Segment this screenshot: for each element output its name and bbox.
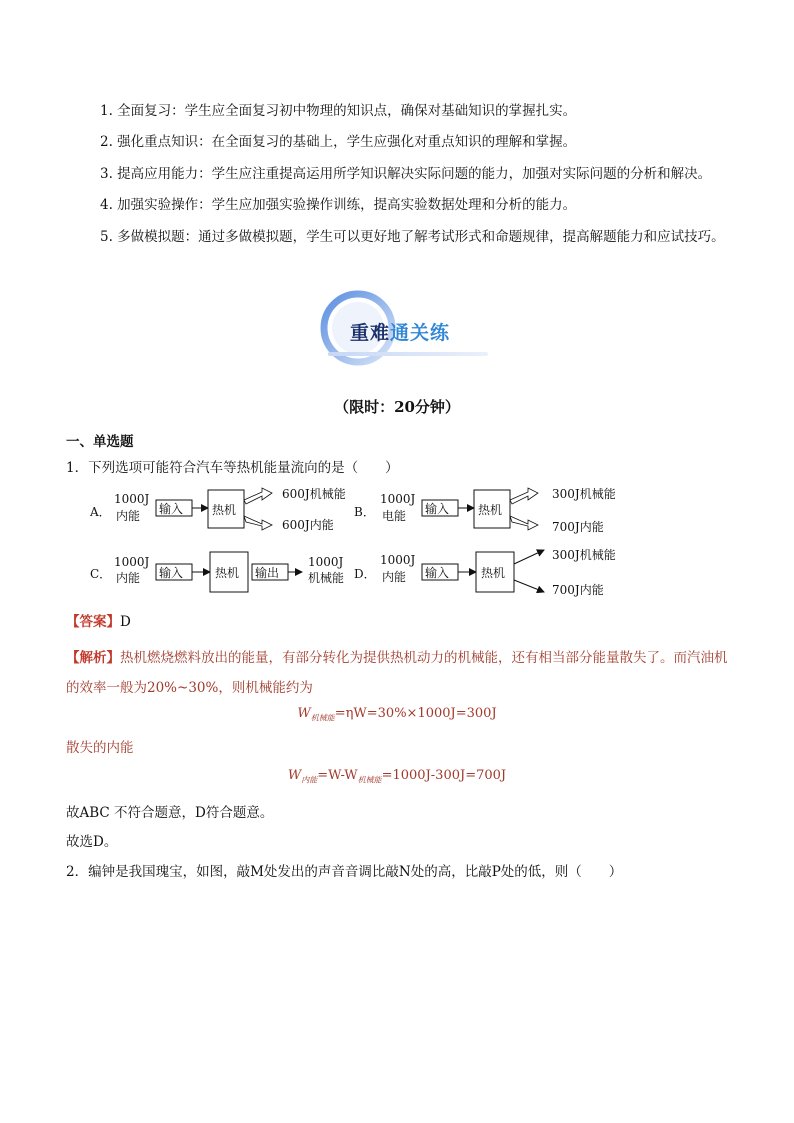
answer-line: 【答案】D xyxy=(66,614,131,630)
option-d-input-type: 内能 xyxy=(382,570,407,584)
option-d-engine: 热机 xyxy=(481,566,506,580)
question-2-stem: 2．编钟是我国瑰宝，如图，敲M处发出的声音音调比敲N处的高，比敲P处的低，则（ ） xyxy=(66,864,623,880)
conclusion-1: 故ABC 不符合题意，D符合题意。 xyxy=(66,805,274,821)
option-c-out1: 1000J xyxy=(308,555,344,569)
option-a-engine: 热机 xyxy=(212,503,237,517)
option-d-out2: 700J内能 xyxy=(552,583,604,597)
option-a-input-value: 1000J xyxy=(114,492,150,506)
conclusion-2: 故选D。 xyxy=(66,834,118,850)
energy-flow-diagrams xyxy=(86,478,646,608)
option-b-engine: 热机 xyxy=(478,503,503,517)
option-a-input-type: 内能 xyxy=(116,509,141,523)
option-c-engine: 热机 xyxy=(215,566,240,580)
option-d-arrow-down-icon xyxy=(514,580,544,592)
option-b-output-arrow-up-icon xyxy=(510,488,538,504)
option-b-letter: B． xyxy=(354,505,375,519)
option-c-input-type: 内能 xyxy=(116,571,141,585)
option-a-diagram[interactable] xyxy=(89,486,346,532)
option-d-arrow-up-icon xyxy=(514,550,544,564)
option-c-out2: 机械能 xyxy=(308,571,345,585)
tip-5: 5. 多做模拟题：通过多做模拟题，学生可以更好地了解考试形式和命题规律，提高解题能力和应试技巧。 xyxy=(100,228,725,245)
option-a-out1: 600J机械能 xyxy=(282,487,346,501)
tip-2: 2. 强化重点知识：在全面复习的基础上，学生应强化对重点知识的理解和掌握。 xyxy=(100,134,577,151)
tip-1: 1. 全面复习：学生应全面复习初中物理的知识点，确保对基础知识的掌握扎实。 xyxy=(100,103,577,119)
option-c-output-label: 输出 xyxy=(255,566,280,580)
option-d-diagram[interactable] xyxy=(354,547,616,597)
option-b-output-arrow-down-icon xyxy=(510,516,538,530)
study-tips xyxy=(66,96,746,253)
option-c-input-label: 输入 xyxy=(159,566,184,580)
option-d-input-label: 输入 xyxy=(425,566,450,580)
option-d-out1: 300J机械能 xyxy=(552,548,616,562)
banner-underline xyxy=(328,352,488,356)
answer-value: D xyxy=(120,614,131,630)
question-1-stem: 1．下列选项可能符合汽车等热机能量流向的是（ ） xyxy=(66,460,399,476)
option-a-letter: A． xyxy=(90,505,111,519)
option-b-out1: 300J机械能 xyxy=(552,487,616,501)
option-b-input-type: 电能 xyxy=(382,509,407,523)
loss-note: 散失的内能 xyxy=(66,740,134,756)
option-c-diagram[interactable] xyxy=(90,552,344,592)
option-b-input-value: 1000J xyxy=(380,492,416,506)
analysis-paragraph: 【解析】热机燃烧燃料放出的能量，有部分转化为提供热机动力的机械能，还有相当部分能量散失了。而汽油机的效率一般为20%~30%，则机械能约为 xyxy=(66,650,728,696)
option-a-output-arrow-up-icon xyxy=(244,488,272,504)
section-banner xyxy=(300,290,500,370)
tip-4: 4. 加强实验操作：学生应加强实验操作训练，提高实验数据处理和分析的能力。 xyxy=(100,197,577,214)
option-c-letter: C． xyxy=(90,567,112,581)
tip-3: 3. 提高应用能力：学生应注重提高运用所学知识解决实际问题的能力，加强对实际问题的分析和解决。 xyxy=(100,165,712,182)
option-c-input-value: 1000J xyxy=(114,555,150,569)
time-limit: （限时：20分钟） xyxy=(334,398,460,416)
option-a-input-label: 输入 xyxy=(159,502,184,516)
banner-title: 重难通关练 xyxy=(350,322,451,344)
option-b-input-label: 输入 xyxy=(425,502,450,516)
option-d-input-value: 1000J xyxy=(380,553,416,567)
option-a-out2: 600J内能 xyxy=(282,518,334,532)
formula-mechanical-energy: $W_{机械能}=\eta W=30\%\times 1000J=300J$ xyxy=(297,706,497,723)
option-a-output-arrow-down-icon xyxy=(244,516,272,530)
option-b-diagram[interactable] xyxy=(354,486,616,534)
option-b-out2: 700J内能 xyxy=(552,520,604,534)
option-d-letter: D． xyxy=(354,567,376,581)
formula-internal-energy: $W_{内能}=W-W_{机械能}=1000J-300J=700J$ xyxy=(287,768,507,785)
section-heading: 一、单选题 xyxy=(66,434,134,450)
